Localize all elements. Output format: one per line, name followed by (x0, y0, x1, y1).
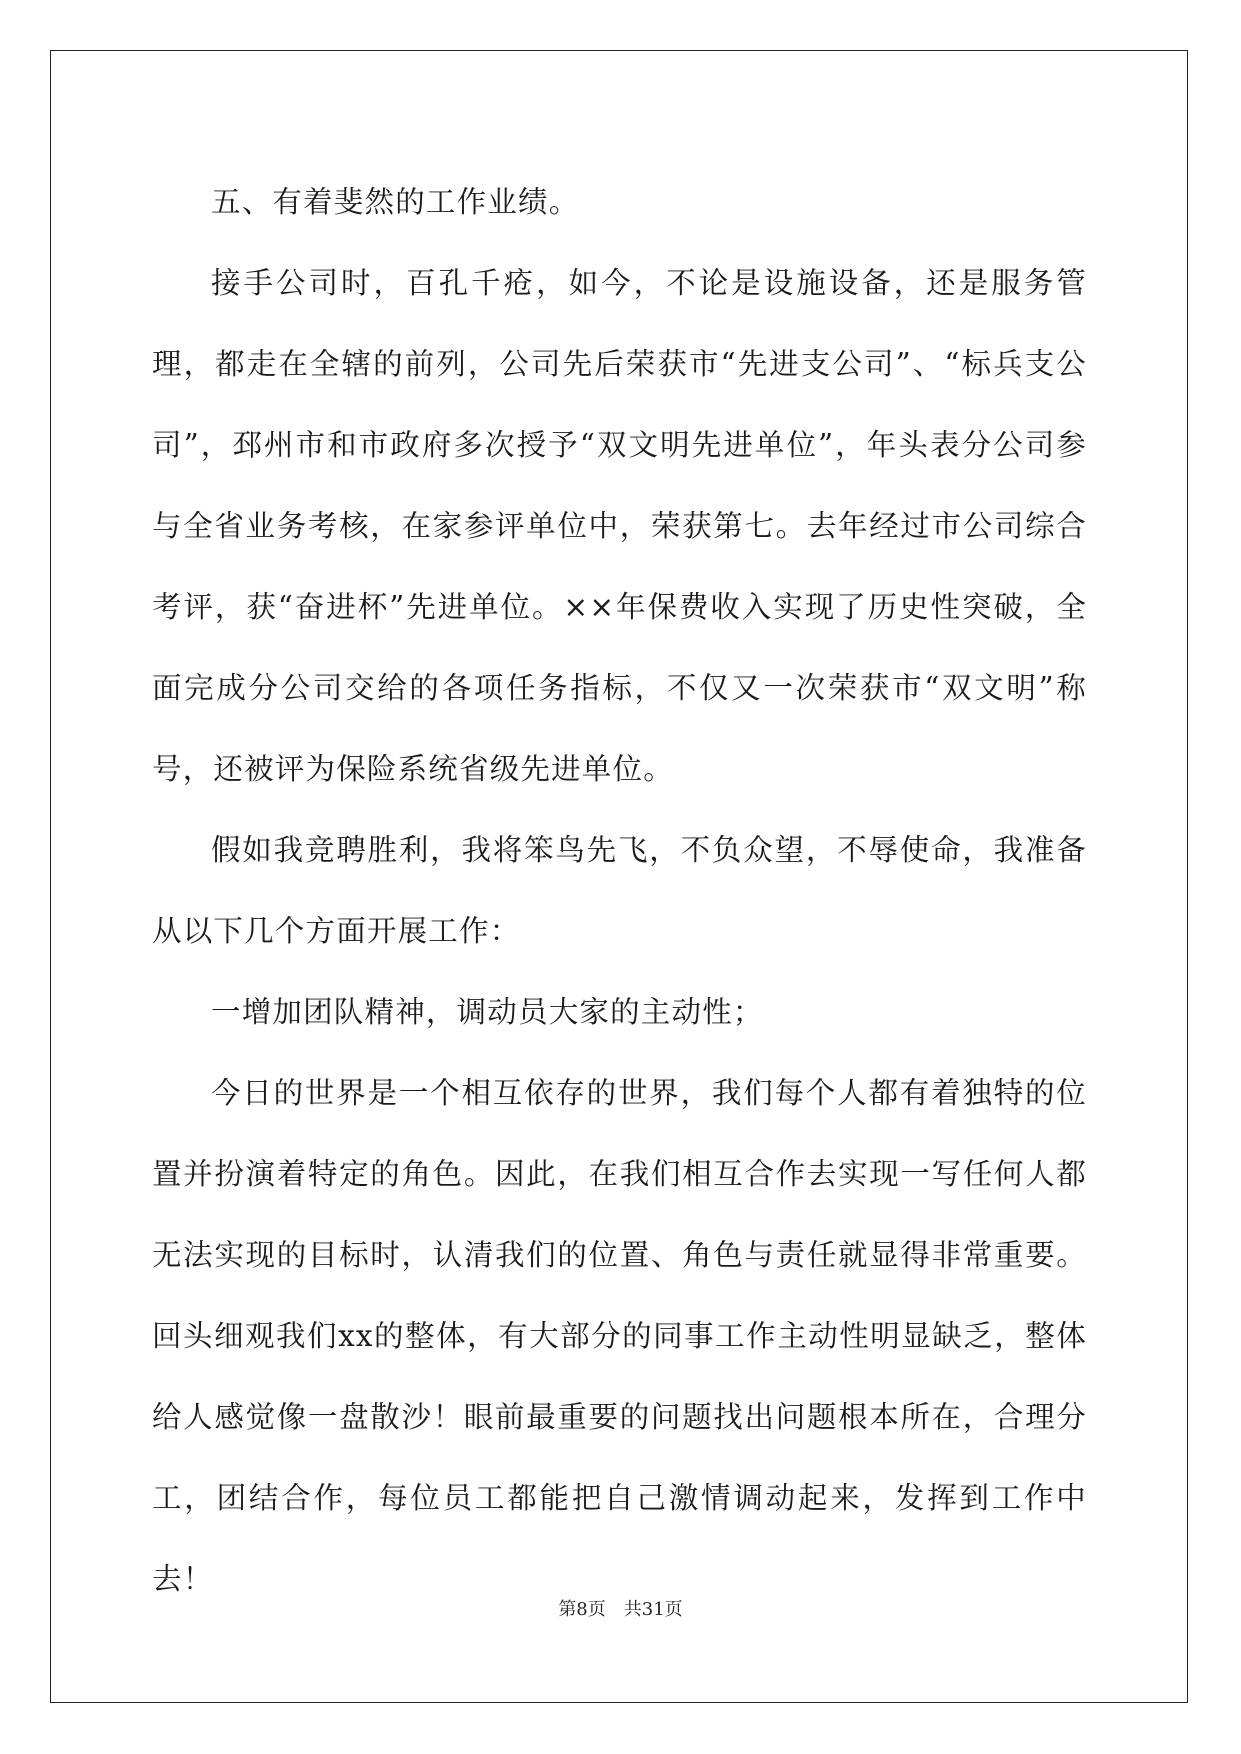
paragraph-item-1: 一增加团队精神，调动员大家的主动性； (211, 995, 764, 1029)
total-page-count: 共31页 (623, 1599, 683, 1620)
current-page-number: 第8页 (558, 1599, 606, 1620)
paragraph-heading-5: 五、有着斐然的工作业绩。 (211, 185, 580, 219)
paragraph-plan-intro: 假如我竞聘胜利，我将笨鸟先飞，不负众望，不辱使命，我准备从以下几个方面开展工作： (152, 833, 1087, 948)
document-body (152, 162, 1087, 1620)
page-footer (0, 1595, 1241, 1621)
paragraph-achievements: 接手公司时，百孔千疮，如今，不论是设施设备，还是服务管理，都走在全辖的前列，公司先后荣获市“先进支公司”、“标兵支公司”，邳州市和市政府多次授予“双文明先进单位”，年头表分公司参与全省业务考核，在家参评单位中，荣获第七。去年经过市公司综合考评，获“奋进杯”先进单位。××年保费收入实现了历史性突破，全面完成分公司交给的各项任务指标，不仅又一次荣获市“双文明”称号，还被评为保险系统省级先进单位。 (152, 266, 1087, 786)
paragraph-teamwork: 今日的世界是一个相互依存的世界，我们每个人都有着独特的位置并扮演着特定的角色。因此，在我们相互合作去实现一写任何人都无法实现的目标时，认清我们的位置、角色与责任就显得非常重要。回头细观我们xx的整体，有大部分的同事工作主动性明显缺乏，整体给人感觉像一盘散沙！眼前最重要的问题找出问题根本所在，合理分工，团结合作，每位员工都能把自己激情调动起来，发挥到工作中去！ (152, 1076, 1087, 1596)
